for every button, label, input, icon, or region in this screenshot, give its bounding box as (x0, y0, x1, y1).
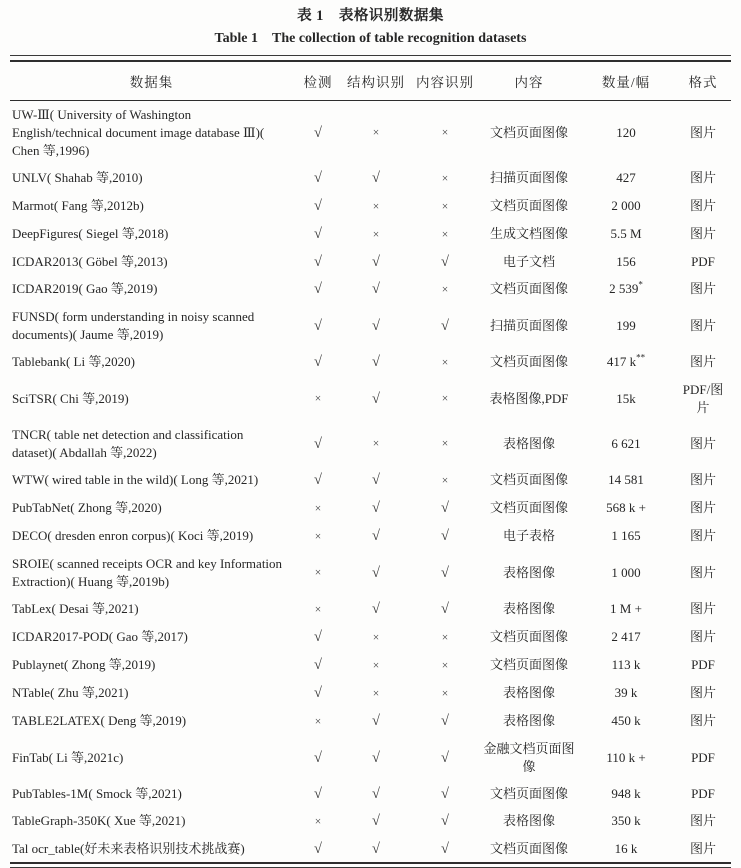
datasets-table (10, 60, 731, 864)
cross-mark-icon: × (441, 659, 449, 672)
count-cell: 110 k + (606, 749, 646, 765)
table-row (10, 220, 731, 248)
content-type-cell: 表格图像 (502, 813, 555, 828)
cross-mark-icon: × (441, 438, 449, 450)
table-row (10, 494, 731, 522)
count-cell: 568 k + (606, 500, 646, 515)
cross-mark-icon: × (441, 356, 449, 369)
content-type-cell: 文档页面图像 (489, 840, 568, 856)
check-mark-icon: √ (314, 657, 322, 673)
detection-cell (293, 735, 343, 780)
content-recognition-cell (409, 522, 481, 550)
format-cell: PDF (691, 749, 715, 765)
check-mark-icon: √ (441, 564, 449, 581)
check-mark-icon: √ (441, 317, 449, 334)
cross-mark-icon: × (441, 393, 449, 405)
dataset-name-cell: Tablebank( Li 等,2020) (12, 354, 135, 369)
format-cell: 图片 (689, 317, 716, 333)
structure-recognition-cell (343, 101, 409, 165)
content-type-cell: 金融文档页面图像 (483, 740, 575, 774)
content-recognition-cell (409, 101, 481, 165)
check-mark-icon: √ (372, 601, 380, 617)
structure-recognition-cell (343, 275, 409, 303)
table-row (10, 421, 731, 466)
structure-recognition-cell (343, 707, 409, 735)
check-mark-icon: √ (314, 472, 322, 488)
content-type-cell: 表格图像 (502, 601, 555, 616)
dataset-name-cell: PubTabNet( Zhong 等,2020) (12, 500, 162, 515)
check-mark-icon: √ (441, 253, 449, 270)
count-footnote-marker: ** (636, 352, 646, 363)
format-cell: 图片 (689, 472, 716, 487)
content-recognition-cell (409, 376, 481, 421)
format-cell: 图片 (689, 354, 716, 369)
column-header-6: 格式 (675, 61, 731, 101)
content-recognition-cell (409, 494, 481, 522)
check-mark-icon: √ (372, 713, 380, 729)
check-mark-icon: √ (314, 785, 322, 802)
column-header-3: 内容识别 (409, 61, 481, 101)
structure-recognition-cell (343, 651, 409, 679)
check-mark-icon: √ (372, 472, 380, 488)
table-row (10, 522, 731, 550)
dataset-name-cell: SciTSR( Chi 等,2019) (12, 390, 129, 406)
top-rule-hairline (10, 55, 731, 56)
check-mark-icon: √ (314, 198, 322, 214)
structure-recognition-cell (343, 466, 409, 494)
cross-mark-icon: × (314, 530, 322, 543)
table-row (10, 595, 731, 623)
column-header-1: 检测 (293, 61, 343, 101)
content-type-cell: 表格图像 (502, 435, 555, 451)
detection-cell (293, 101, 343, 165)
check-mark-icon: √ (441, 528, 449, 544)
format-cell: 图片 (689, 124, 716, 140)
format-cell: 图片 (689, 629, 716, 644)
content-recognition-cell (409, 248, 481, 275)
table-row (10, 164, 731, 192)
count-cell: 2 417 (611, 629, 641, 644)
column-header-0: 数据集 (10, 61, 293, 101)
format-cell: 图片 (689, 528, 716, 543)
count-cell: 6 621 (611, 435, 641, 451)
format-cell: 图片 (689, 813, 716, 828)
detection-cell (293, 376, 343, 421)
content-type-cell: 电子文档 (502, 253, 555, 269)
content-type-cell: 文档页面图像 (489, 657, 568, 672)
cross-mark-icon: × (372, 631, 380, 644)
table-row (10, 735, 731, 780)
format-cell: 图片 (689, 226, 716, 241)
table-row (10, 651, 731, 679)
content-recognition-cell (409, 735, 481, 780)
table-row (10, 550, 731, 595)
check-mark-icon: √ (372, 170, 380, 186)
detection-cell (293, 780, 343, 807)
structure-recognition-cell (343, 220, 409, 248)
detection-cell (293, 303, 343, 348)
dataset-name-cell: TableGraph-350K( Xue 等,2021) (12, 813, 186, 828)
structure-recognition-cell (343, 679, 409, 707)
detection-cell (293, 348, 343, 376)
structure-recognition-cell (343, 248, 409, 275)
table-row (10, 623, 731, 651)
count-cell: 16 k (614, 840, 638, 856)
table-row (10, 780, 731, 807)
content-type-cell: 表格图像,PDF (489, 390, 569, 406)
content-type-cell: 扫描页面图像 (489, 170, 568, 185)
cross-mark-icon: × (441, 474, 449, 487)
table-row (10, 101, 731, 165)
detection-cell (293, 550, 343, 595)
format-cell: 图片 (689, 170, 716, 185)
cross-mark-icon: × (372, 659, 380, 672)
format-cell: 图片 (689, 601, 716, 616)
count-cell: 14 581 (608, 472, 644, 487)
dataset-name-cell: Tal ocr_table(好未来表格识别技术挑战赛) (12, 840, 245, 856)
count-cell: 199 (616, 317, 636, 333)
dataset-name-cell: TABLE2LATEX( Deng 等,2019) (12, 713, 187, 728)
dataset-name-cell: FUNSD( form understanding in noisy scanned documents)( Jaume 等,2019) (12, 308, 255, 342)
table-header-row (10, 61, 731, 101)
count-cell: 427 (616, 170, 636, 185)
structure-recognition-cell (343, 595, 409, 623)
table-row (10, 192, 731, 220)
content-type-cell: 扫描页面图像 (489, 317, 568, 333)
content-recognition-cell (409, 835, 481, 863)
dataset-name-cell: DeepFigures( Siegel 等,2018) (12, 226, 169, 241)
format-cell: PDF (691, 657, 715, 672)
check-mark-icon: √ (372, 564, 380, 581)
table-row (10, 807, 731, 835)
detection-cell (293, 421, 343, 466)
cross-mark-icon: × (372, 228, 380, 241)
content-type-cell: 文档页面图像 (489, 500, 568, 515)
check-mark-icon: √ (372, 528, 380, 544)
cross-mark-icon: × (441, 631, 449, 644)
structure-recognition-cell (343, 348, 409, 376)
content-recognition-cell (409, 679, 481, 707)
content-type-cell: 文档页面图像 (489, 198, 568, 213)
check-mark-icon: √ (372, 749, 380, 766)
structure-recognition-cell (343, 735, 409, 780)
cross-mark-icon: × (314, 603, 322, 616)
count-cell: 417 k** (606, 352, 646, 369)
check-mark-icon: √ (441, 500, 449, 516)
check-mark-icon: √ (372, 281, 380, 297)
cross-mark-icon: × (314, 393, 322, 405)
structure-recognition-cell (343, 376, 409, 421)
table-row (10, 707, 731, 735)
content-type-cell: 电子表格 (502, 528, 555, 543)
detection-cell (293, 679, 343, 707)
table-title-chinese: 表 1 表格识别数据集 (297, 8, 444, 24)
cross-mark-icon: × (441, 200, 449, 213)
content-recognition-cell (409, 595, 481, 623)
count-footnote-marker: * (638, 279, 643, 290)
check-mark-icon: √ (372, 390, 380, 407)
format-cell: 图片 (689, 840, 716, 856)
content-recognition-cell (409, 651, 481, 679)
cross-mark-icon: × (314, 567, 322, 579)
cross-mark-icon: × (441, 228, 449, 241)
detection-cell (293, 707, 343, 735)
table-header (10, 61, 731, 101)
detection-cell (293, 164, 343, 192)
check-mark-icon: √ (314, 226, 322, 242)
dataset-name-cell: NTable( Zhu 等,2021) (12, 685, 129, 700)
content-type-cell: 表格图像 (502, 564, 555, 580)
check-mark-icon: √ (372, 253, 380, 270)
count-cell: 120 (616, 124, 636, 140)
cross-mark-icon: × (314, 815, 322, 828)
content-type-cell: 文档页面图像 (489, 472, 568, 487)
check-mark-icon: √ (314, 281, 322, 297)
column-header-5: 数量/幅 (577, 61, 675, 101)
dataset-name-cell: UNLV( Shahab 等,2010) (12, 170, 143, 185)
format-cell: 图片 (689, 564, 716, 580)
dataset-name-cell: UW-Ⅲ( University of Washington English/technical document image database Ⅲ)( Chen 等,1996) (12, 106, 265, 158)
cross-mark-icon: × (314, 715, 322, 728)
format-cell: PDF (691, 785, 715, 801)
content-type-cell: 表格图像 (502, 685, 555, 700)
check-mark-icon: √ (314, 253, 322, 270)
detection-cell (293, 466, 343, 494)
structure-recognition-cell (343, 421, 409, 466)
table-row (10, 376, 731, 421)
format-cell: 图片 (689, 435, 716, 451)
check-mark-icon: √ (372, 500, 380, 516)
content-recognition-cell (409, 421, 481, 466)
check-mark-icon: √ (441, 785, 449, 802)
count-cell: 15k (616, 390, 636, 406)
cross-mark-icon: × (441, 172, 449, 185)
format-cell: 图片 (689, 500, 716, 515)
structure-recognition-cell (343, 192, 409, 220)
check-mark-icon: √ (372, 317, 380, 334)
detection-cell (293, 807, 343, 835)
detection-cell (293, 522, 343, 550)
detection-cell (293, 220, 343, 248)
column-header-2: 结构识别 (343, 61, 409, 101)
content-type-cell: 文档页面图像 (489, 281, 568, 296)
content-recognition-cell (409, 220, 481, 248)
dataset-name-cell: Publaynet( Zhong 等,2019) (12, 657, 156, 672)
cross-mark-icon: × (372, 200, 380, 213)
detection-cell (293, 651, 343, 679)
dataset-name-cell: ICDAR2017-POD( Gao 等,2017) (12, 629, 188, 644)
check-mark-icon: √ (314, 170, 322, 186)
content-recognition-cell (409, 780, 481, 807)
detection-cell (293, 835, 343, 863)
dataset-name-cell: TabLex( Desai 等,2021) (12, 601, 139, 616)
dataset-name-cell: WTW( wired table in the wild)( Long 等,2021) (12, 472, 259, 487)
table-row (10, 303, 731, 348)
column-header-4: 内容 (481, 61, 577, 101)
check-mark-icon: √ (314, 749, 322, 766)
detection-cell (293, 494, 343, 522)
dataset-name-cell: ICDAR2019( Gao 等,2019) (12, 281, 158, 296)
cross-mark-icon: × (441, 283, 449, 296)
cross-mark-icon: × (441, 127, 449, 139)
dataset-name-cell: DECO( dresden enron corpus)( Koci 等,2019) (12, 528, 254, 543)
format-cell: 图片 (689, 198, 716, 213)
content-type-cell: 表格图像 (502, 713, 555, 728)
structure-recognition-cell (343, 303, 409, 348)
dataset-name-cell: PubTables-1M( Smock 等,2021) (12, 785, 182, 801)
count-cell: 1 165 (611, 528, 641, 543)
check-mark-icon: √ (372, 354, 380, 370)
detection-cell (293, 623, 343, 651)
content-recognition-cell (409, 466, 481, 494)
structure-recognition-cell (343, 835, 409, 863)
count-cell: 2 539* (609, 279, 643, 296)
content-recognition-cell (409, 303, 481, 348)
detection-cell (293, 248, 343, 275)
content-recognition-cell (409, 623, 481, 651)
format-cell: PDF (691, 253, 715, 269)
table-row (10, 248, 731, 275)
structure-recognition-cell (343, 807, 409, 835)
cross-mark-icon: × (314, 502, 322, 515)
structure-recognition-cell (343, 522, 409, 550)
count-cell: 2 000 (611, 198, 641, 213)
detection-cell (293, 595, 343, 623)
check-mark-icon: √ (372, 785, 380, 802)
content-type-cell: 生成文档图像 (489, 226, 568, 241)
count-cell: 156 (616, 253, 636, 269)
table-row (10, 275, 731, 303)
structure-recognition-cell (343, 550, 409, 595)
check-mark-icon: √ (314, 317, 322, 334)
check-mark-icon: √ (314, 685, 322, 701)
check-mark-icon: √ (441, 601, 449, 617)
table-row (10, 679, 731, 707)
content-type-cell: 文档页面图像 (489, 629, 568, 644)
table-body (10, 101, 731, 864)
dataset-name-cell: ICDAR2013( Göbel 等,2013) (12, 253, 168, 269)
format-cell: PDF/图片 (682, 381, 724, 415)
count-cell: 350 k (611, 813, 641, 828)
check-mark-icon: √ (441, 840, 449, 857)
check-mark-icon: √ (314, 435, 322, 452)
table-row (10, 835, 731, 863)
dataset-name-cell: SROIE( scanned receipts OCR and key Information Extraction)( Huang 等,2019b) (12, 555, 283, 589)
table-row (10, 348, 731, 376)
content-recognition-cell (409, 707, 481, 735)
dataset-name-cell: TNCR( table net detection and classification dataset)( Abdallah 等,2022) (12, 426, 244, 460)
count-cell: 113 k (611, 657, 641, 672)
cross-mark-icon: × (441, 687, 449, 700)
check-mark-icon: √ (314, 124, 322, 141)
check-mark-icon: √ (314, 629, 322, 645)
check-mark-icon: √ (441, 749, 449, 766)
content-recognition-cell (409, 192, 481, 220)
check-mark-icon: √ (441, 813, 449, 829)
check-mark-icon: √ (314, 354, 322, 370)
content-recognition-cell (409, 275, 481, 303)
format-cell: 图片 (689, 685, 716, 700)
dataset-name-cell: FinTab( Li 等,2021c) (12, 749, 124, 765)
structure-recognition-cell (343, 623, 409, 651)
count-cell: 450 k (611, 713, 641, 728)
count-cell: 1 000 (611, 564, 641, 580)
cross-mark-icon: × (372, 127, 380, 139)
cross-mark-icon: × (372, 687, 380, 700)
format-cell: 图片 (689, 281, 716, 296)
content-recognition-cell (409, 550, 481, 595)
content-recognition-cell (409, 348, 481, 376)
detection-cell (293, 275, 343, 303)
structure-recognition-cell (343, 494, 409, 522)
content-type-cell: 文档页面图像 (489, 124, 568, 140)
structure-recognition-cell (343, 164, 409, 192)
content-recognition-cell (409, 807, 481, 835)
content-recognition-cell (409, 164, 481, 192)
dataset-name-cell: Marmot( Fang 等,2012b) (12, 198, 144, 213)
count-cell: 39 k (614, 685, 638, 700)
count-cell: 1 M + (610, 601, 642, 616)
cross-mark-icon: × (372, 438, 380, 450)
check-mark-icon: √ (372, 813, 380, 829)
check-mark-icon: √ (372, 840, 380, 857)
format-cell: 图片 (689, 713, 716, 728)
content-type-cell: 文档页面图像 (489, 785, 568, 801)
count-cell: 5.5 M (610, 226, 642, 241)
check-mark-icon: √ (441, 713, 449, 729)
check-mark-icon: √ (314, 840, 322, 857)
table-row (10, 466, 731, 494)
content-type-cell: 文档页面图像 (489, 354, 568, 369)
count-cell: 948 k (611, 785, 641, 801)
table-title-english: Table 1 The collection of table recognition datasets (214, 31, 527, 46)
detection-cell (293, 192, 343, 220)
structure-recognition-cell (343, 780, 409, 807)
